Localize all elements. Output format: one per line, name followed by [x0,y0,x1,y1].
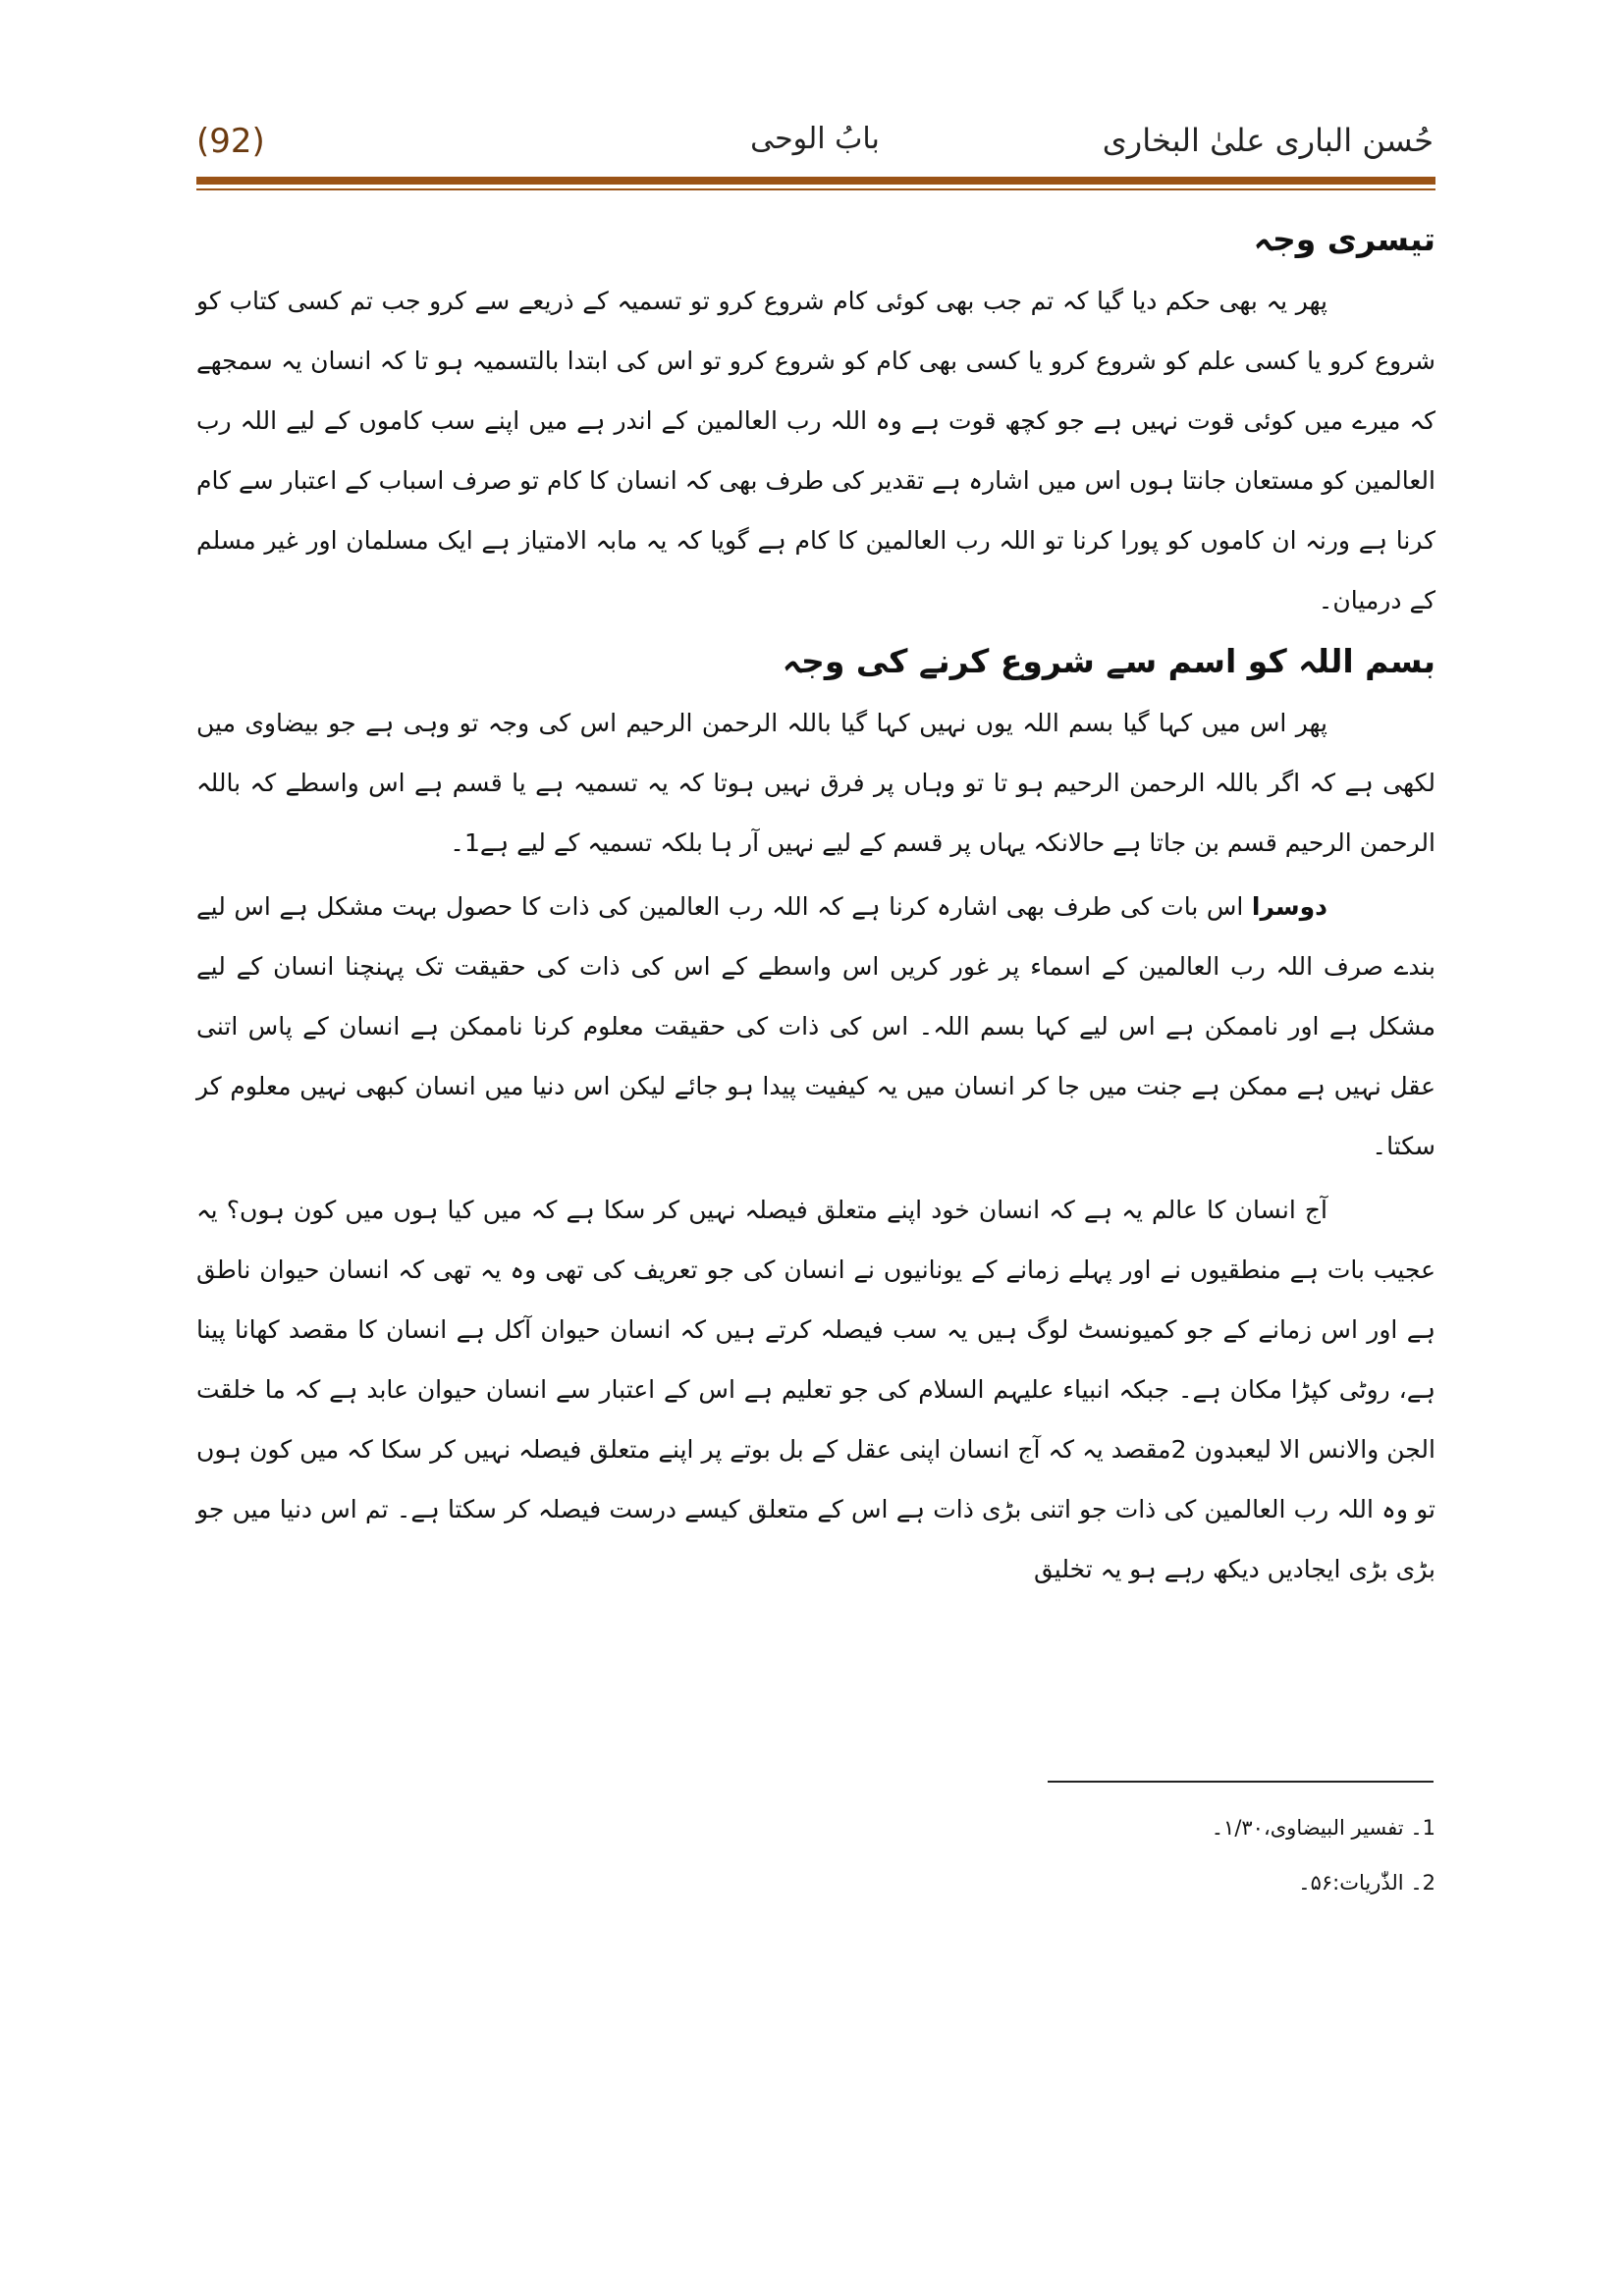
header-rule-thick [196,177,1435,185]
section-heading-bismillah-ism: بسم اللہ کو اسم سے شروع کرنے کی وجہ [782,642,1435,680]
footnote-separator [1048,1781,1434,1783]
paragraph-human-condition-tail: مقصد یہ کہ آج انسان اپنی عقل کے بل بوتے پر اپنے متعلق فیصلہ نہیں کر سکا کہ میں کون ہوں تو وہ اللہ رب العالمین کی ذات جو اتنی بڑی ذات ہے اس کے متعلق کیسے درست فیصلہ کر سکتا ہے۔ تم اس دنیا میں جو بڑی بڑی ایجادیں دیکھ رہے ہو یہ تخلیق [196,1435,1435,1583]
paragraph-third-reason: پھر یہ بھی حکم دیا گیا کہ تم جب بھی کوئی کام شروع کرو تو تسمیہ کے ذریعے سے کرو جب تم کسی کتاب کو شروع کرو یا کسی علم کو شروع کرو یا کسی بھی کام کو شروع کرو تو اس کی ابتدا بالتسمیہ ہو تا کہ انسان یہ سمجھے کہ میرے میں کوئی قوت نہیں ہے جو کچھ قوت ہے وہ اللہ رب العالمین کے اندر ہے میں اپنے سب کاموں کے لیے اللہ رب العالمین کو مستعان جانتا ہوں اس میں اشارہ ہے تقدیر کی طرف بھی کہ انسان کا کام تو صرف اسباب کے اعتبار سے کام کرنا ہے ورنہ ان کاموں کو پورا کرنا تو اللہ رب العالمین کا کام ہے گویا کہ یہ مابہ الامتیاز ہے ایک مسلمان اور غیر مسلم کے درمیان۔ [196,287,1435,614]
running-header [196,118,1434,177]
header-rule-thin [196,188,1435,190]
footnote-ref-1[interactable]: 1۔ [450,828,480,857]
page-body [196,208,1435,1603]
paragraph-bismillah [196,693,1435,873]
page-number: (92) [196,122,265,161]
chapter-title: بابُ الوحی [750,122,880,156]
paragraph-second-point-text: اس بات کی طرف بھی اشارہ کرنا ہے کہ اللہ رب العالمین کی ذات کا حصول بہت مشکل ہے اس لیے بندے صرف اللہ رب العالمین کے اسماء پر غور کریں اس واسطے کے اس کی ذات کی حقیقت تک پہنچنا انسان کے لیے مشکل ہے اور ناممکن ہے اس لیے کہا بسم اللہ۔ اس کی ذات کی حقیقت معلوم کرنا ناممکن ہے انسان کے پاس اتنی عقل نہیں ہے ممکن ہے جنت میں جا کر انسان میں یہ کیفیت پیدا ہو جائے لیکن اس دنیا میں انسان کبھی نہیں معلوم کر سکتا۔ [196,892,1435,1160]
footnotes [846,1800,1435,1916]
paragraph-human-condition-text: آج انسان کا عالم یہ ہے کہ انسان خود اپنے متعلق فیصلہ نہیں کر سکا ہے کہ میں کیا ہوں میں کون ہوں؟ یہ عجیب بات ہے منطقیوں نے اور پہلے زمانے کے یونانیوں نے انسان کی جو تعریف کی تھی وہ یہ تھی کہ انسان حیوان ناطق ہے اور اس زمانے کے جو کمیونسٹ لوگ ہیں یہ سب فیصلہ کرتے ہیں کہ انسان حیوان آکل ہے انسان کا مقصد کھانا پینا ہے، روٹی کپڑا مکان ہے۔ جبکہ انبیاء علیہم السلام کی جو تعلیم ہے اس کے اعتبار سے انسان حیوان عابد ہے کہ ما خلقت الجن والانس الا لیعبدون [196,1196,1435,1464]
paragraph-human-condition [196,1180,1435,1599]
paragraph-second-point [196,877,1435,1176]
paragraph-lead-word: دوسرا [1251,892,1327,921]
paragraph-bismillah-text: پھر اس میں کہا گیا بسم اللہ یوں نہیں کہا گیا باللہ الرحمن الرحیم اس کی وجہ تو وہی ہے جو بیضاوی میں لکھی ہے کہ اگر باللہ الرحمن الرحیم ہو تا تو وہاں پر فرق نہیں ہوتا کہ یہ تسمیہ ہے یا قسم ہے اس واسطے کہ باللہ الرحمن الرحیم قسم بن جاتا ہے حالانکہ یہاں پر قسم کے لیے نہیں آر ہا بلکہ تسمیہ کے لیے ہے [196,709,1435,857]
footnote-1: 1۔ تفسیر البیضاوی،۱/۳۰۔ [1211,1816,1435,1840]
footnote-ref-2[interactable]: 2 [1170,1435,1187,1464]
section-heading-third-reason: تیسری وجہ [1253,220,1435,258]
book-title: حُسن الباری علیٰ البخاری [1102,122,1434,159]
footnote-2: 2۔ الذّٰریات:۵۶۔ [1298,1871,1435,1895]
